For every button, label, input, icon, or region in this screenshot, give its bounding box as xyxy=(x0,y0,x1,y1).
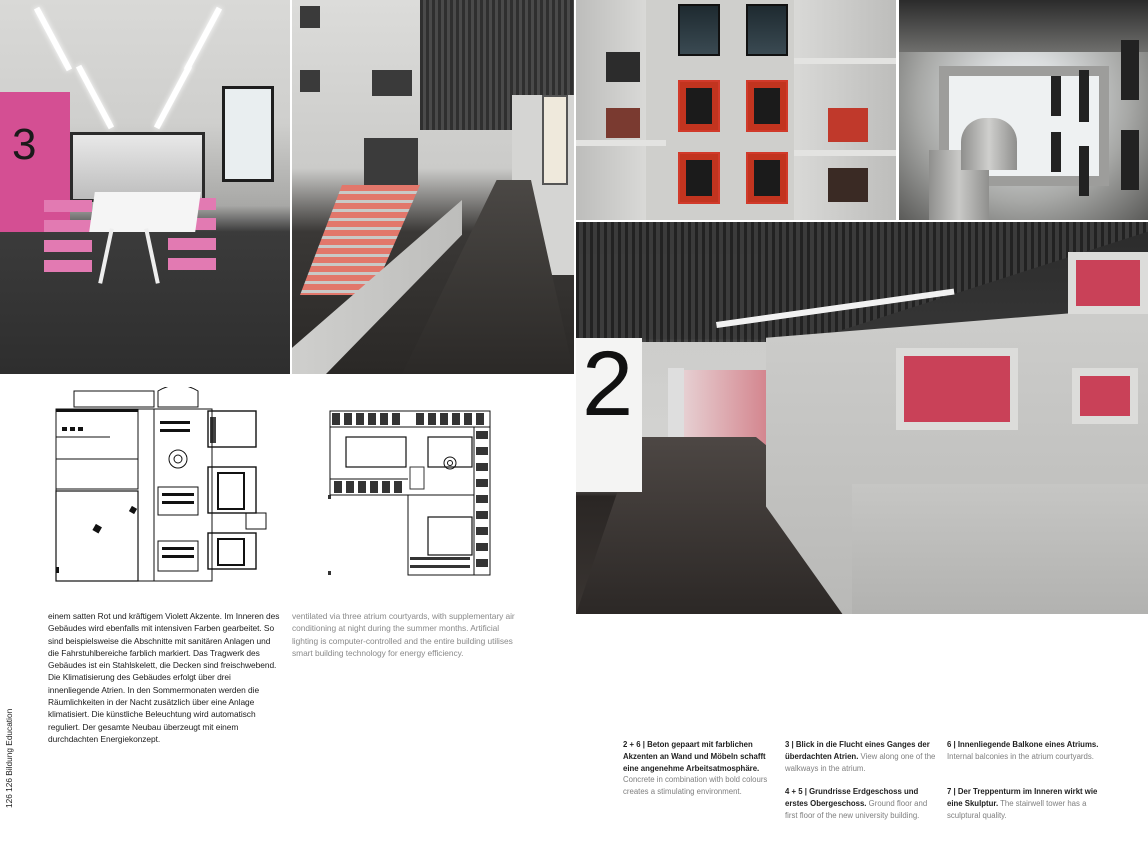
photo-meeting-room xyxy=(0,0,290,374)
room-number: 3 xyxy=(12,120,37,169)
caption-5-de: 7 | Der Treppenturm im Inneren wirkt wie eine Skulptur. xyxy=(947,787,1098,808)
body-text-german: einem satten Rot und kräftigem Violett Akzente. Im Inneren des Gebäudes wird ebenfalls mit intensiven Farben gearbeitet. So sind beispielsweise die Abschnitte mit sanitären Anlagen und die Fahrstuhlbereiche farblich markiert. Das Tragwerk des Gebäudes ist ein Stahlskelett, die Decken sind freischwebend. Die Klimatisierung des Gebäudes erfolgt über drei innenliegende Atrien. In den Sommermonaten werden die Räumlichkeiten in der Nacht zusätzlich über eine Anlage klimatisiert. Die künstliche Beleuchtung wird automatisch reguliert. Der gesamte Neubau überzeugt mit einem durchdachten Energiekonzept. xyxy=(48,611,280,744)
floor-plan-ground-floor xyxy=(50,387,272,583)
wall-number: 2 xyxy=(582,333,634,435)
caption-2 xyxy=(785,739,939,774)
photo-stair-corridor xyxy=(292,0,574,374)
caption-3-en: Ground floor and first floor of the new university building. xyxy=(785,798,928,820)
photo-atrium-number-two xyxy=(576,222,1148,614)
floor-plan-first-floor xyxy=(324,407,496,579)
photo-atrium-windows xyxy=(576,0,896,220)
caption-2-en: View along one of the walkways in the atrium. xyxy=(785,751,936,773)
caption-1-de: 2 + 6 | Beton gepaart mit farblichen Akzenten an Wand und Möbeln schafft eine angenehme Arbeitsatmosphäre. xyxy=(623,740,766,773)
caption-1-en: Concrete in combination with bold colours creates a stimulating environment. xyxy=(623,775,768,797)
caption-4 xyxy=(947,739,1101,763)
chairs-left xyxy=(44,200,92,280)
page-footer xyxy=(4,708,18,808)
caption-2-de: 3 | Blick in die Flucht eines Ganges der überdachten Atrien. xyxy=(785,740,930,761)
conference-table xyxy=(89,192,201,232)
photo-stair-tower-looking-up xyxy=(899,0,1148,220)
caption-4-en: Internal balconies in the atrium courtyards. xyxy=(947,751,1094,761)
caption-3-de: 4 + 5 | Grundrisse Erdgeschoss und erstes Obergeschoss. xyxy=(785,787,919,808)
caption-4-de: 6 | Innenliegende Balkone eines Atriums. xyxy=(947,740,1099,749)
caption-5-en: The stairwell tower has a sculptural quality. xyxy=(947,798,1087,820)
footer-text: 126 126 Bildung Education xyxy=(4,708,14,808)
caption-5 xyxy=(947,786,1101,821)
window xyxy=(222,86,274,182)
caption-3 xyxy=(785,786,939,821)
body-text-english: ventilated via three atrium courtyards, with supplementary air conditioning at night during the summer months. Artificial lighting is computer-controlled and the entire building utilises smart building technology for energy efficiency. xyxy=(292,611,515,658)
caption-1 xyxy=(623,739,775,798)
